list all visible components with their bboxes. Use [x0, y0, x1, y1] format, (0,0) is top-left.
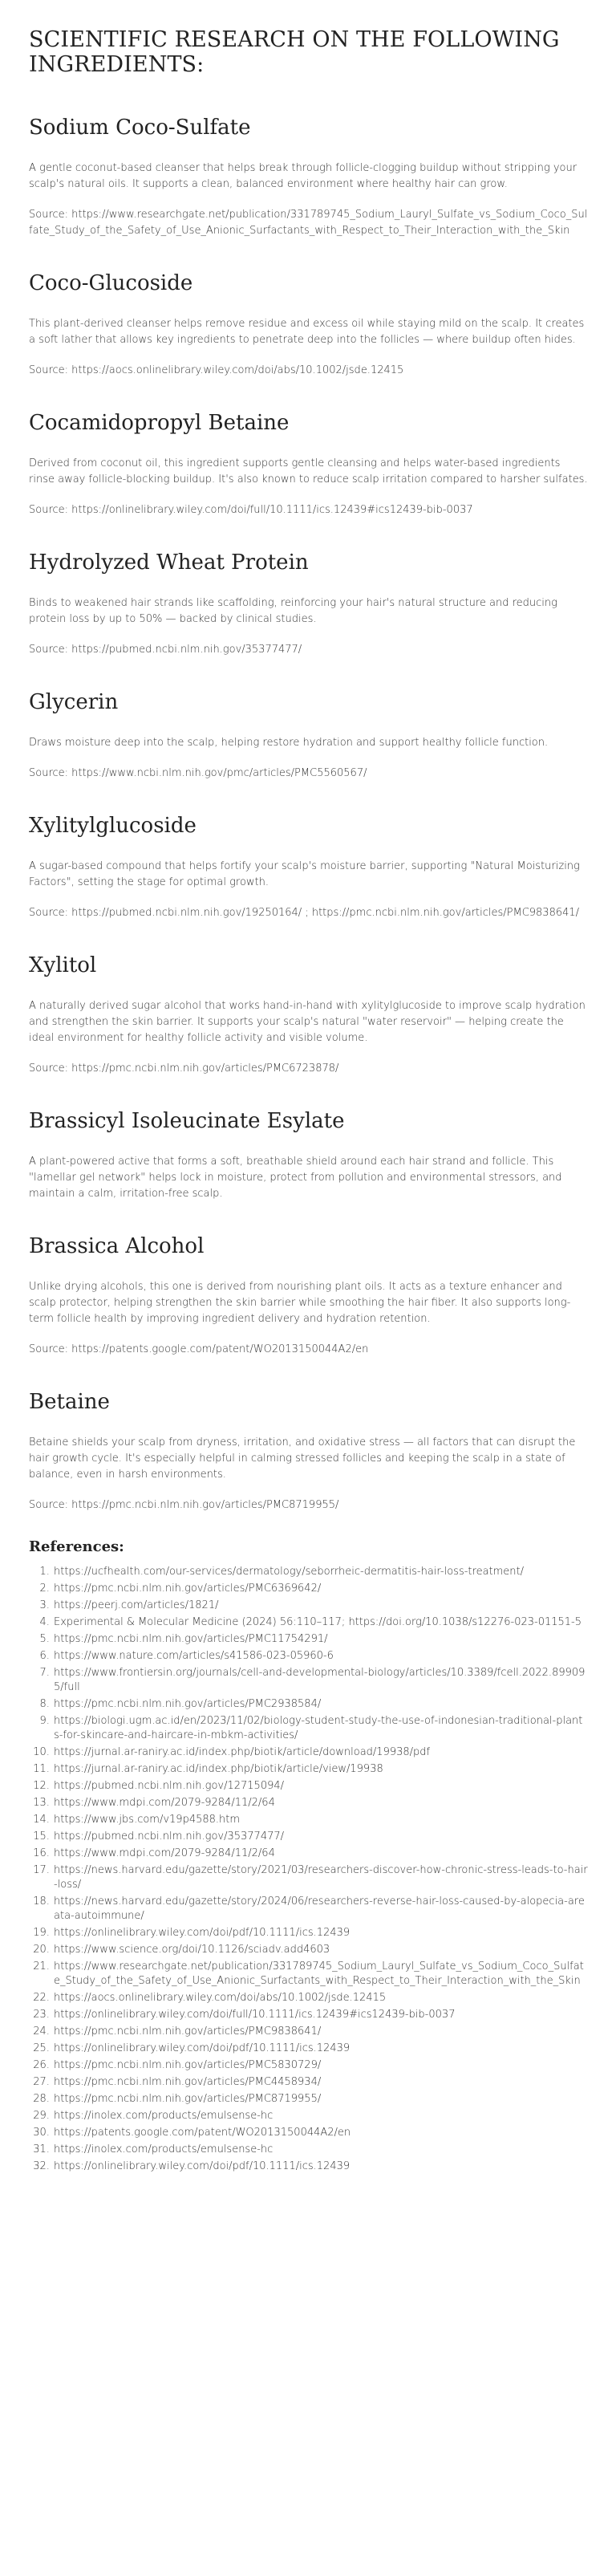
source-link[interactable]: https://aocs.onlinelibrary.wiley.com/doi/abs/10.1002/jsde.12415	[71, 364, 404, 376]
ingredient-source	[29, 766, 588, 782]
reference-item[interactable]: 26. https://pmc.ncbi.nlm.nih.gov/articles/PMC5830729/	[53, 2058, 588, 2073]
ingredient-name: Xylitylglucoside	[29, 814, 197, 838]
ingredient-description: Unlike drying alcohols, this one is derived from nourishing plant oils. It acts as a texture enhancer and scalp protector, helping strengthen the skin barrier while smoothing the hair fiber. It also supports long-term follicle health by improving ingredient delivery and hydration retention.	[29, 1281, 571, 1325]
ingredient-description: Betaine shields your scalp from dryness, irritation, and oxidative stress — all factors that can disrupt the hair growth cycle. It's especially helpful in calming stressed follicles and keeping the scalp in a state of balance, even in harsh environments.	[29, 1436, 576, 1481]
ingredient-description: This plant-derived cleanser helps remove residue and excess oil while staying mild on the scalp. It creates a soft lather that allows key ingredients to penetrate deep into the follicles — where buildup often hides.	[29, 318, 585, 346]
source-link[interactable]: https://pubmed.ncbi.nlm.nih.gov/35377477/	[71, 644, 302, 656]
reference-item[interactable]: 32. https://onlinelibrary.wiley.com/doi/pdf/10.1111/ics.12439	[53, 2160, 588, 2174]
source-link[interactable]: https://www.researchgate.net/publication/331789745_Sodium_Lauryl_Sulfate_vs_Sodium_Coco_Sulfate_Study_of_the_Safety_of_Use_Anionic_Surfactants_with_Respect_to_Their_Interaction_with_the_Skin	[29, 209, 588, 237]
reference-item[interactable]: 17. https://news.harvard.edu/gazette/story/2021/03/researchers-discover-how-chronic-stress-leads-to-hair-loss/	[53, 1863, 588, 1892]
reference-item[interactable]: 7. https://www.frontiersin.org/journals/cell-and-developmental-biology/articles/10.3389/fcell.2022.899095/full	[53, 1666, 588, 1695]
reference-item[interactable]: 29. https://inolex.com/products/emulsense-hc	[53, 2109, 588, 2123]
ingredient-source	[29, 1497, 588, 1514]
reference-item[interactable]: 20. https://www.science.org/doi/10.1126/sciadv.add4603	[53, 1943, 588, 1957]
ingredient-source	[29, 1061, 588, 1077]
source-label: Source:	[29, 364, 69, 376]
reference-item[interactable]: 4. Experimental & Molecular Medicine (2024) 56:110–117; https://doi.org/10.1038/s12276-023-01151-5	[53, 1615, 588, 1630]
ingredient-name: Brassicyl Isoleucinate Esylate	[29, 1109, 345, 1133]
reference-item[interactable]: 24. https://pmc.ncbi.nlm.nih.gov/articles/PMC9838641/	[53, 2025, 588, 2039]
reference-item[interactable]: 18. https://news.harvard.edu/gazette/story/2024/06/researchers-reverse-hair-loss-caused-by-alopecia-areata-autoimmune/	[53, 1895, 588, 1924]
ingredient-section	[29, 116, 588, 239]
reference-item[interactable]: 5. https://pmc.ncbi.nlm.nih.gov/articles/PMC11754291/	[53, 1632, 588, 1647]
ingredient-description: A gentle coconut-based cleanser that helps break through follicle-clogging buildup without stripping your scalp's natural oils. It supports a clean, balanced environment where healthy hair can grow.	[29, 162, 578, 190]
ingredients-list	[29, 116, 588, 1514]
ingredient-section	[29, 411, 588, 518]
source-label: Source:	[29, 644, 69, 656]
reference-item[interactable]: 9. https://biologi.ugm.ac.id/en/2023/11/02/biology-student-study-the-use-of-indonesian-traditional-plants-for-skincare-and-haircare-in-mbkm-activities/	[53, 1714, 588, 1743]
ingredient-description: Draws moisture deep into the scalp, helping restore hydration and support healthy follicle function.	[29, 737, 549, 749]
source-label: Source:	[29, 504, 69, 516]
reference-item[interactable]: 19. https://onlinelibrary.wiley.com/doi/pdf/10.1111/ics.12439	[53, 1926, 588, 1940]
reference-item[interactable]: 8. https://pmc.ncbi.nlm.nih.gov/articles/PMC2938584/	[53, 1697, 588, 1712]
reference-item[interactable]: 2. https://pmc.ncbi.nlm.nih.gov/articles/PMC6369642/	[53, 1582, 588, 1596]
reference-item[interactable]: 21. https://www.researchgate.net/publication/331789745_Sodium_Lauryl_Sulfate_vs_Sodium_Coco_Sulfate_Study_of_the_Safety_of_Use_Anionic_Surfactants_with_Respect_to_Their_Interaction_with_the_Skin	[53, 1960, 588, 1989]
reference-item[interactable]: 3. https://peerj.com/articles/1821/	[53, 1599, 588, 1613]
reference-item[interactable]: 11. https://jurnal.ar-raniry.ac.id/index.php/biotik/article/view/19938	[53, 1762, 588, 1777]
ingredient-name: Xylitol	[29, 953, 97, 977]
source-link[interactable]: https://www.ncbi.nlm.nih.gov/pmc/articles/PMC5560567/	[71, 767, 367, 779]
ingredient-description: Binds to weakened hair strands like scaffolding, reinforcing your hair's natural structure and reducing protein loss by up to 50% — backed by clinical studies.	[29, 597, 557, 625]
ingredient-section	[29, 690, 588, 782]
reference-item[interactable]: 15. https://pubmed.ncbi.nlm.nih.gov/35377477/	[53, 1830, 588, 1844]
ingredient-name: Sodium Coco-Sulfate	[29, 116, 251, 140]
ingredient-description: A plant-powered active that forms a soft, breathable shield around each hair strand and follicle. This "lamellar gel network" helps lock in moisture, protect from pollution and environmental stressors, and maintain a calm, irritation-free scalp.	[29, 1156, 562, 1200]
ingredient-source	[29, 502, 588, 518]
ingredient-description: Derived from coconut oil, this ingredient supports gentle cleansing and helps water-based ingredients rinse away follicle-blocking buildup. It's also known to reduce scalp irritation compared to harsher sulfates.	[29, 457, 588, 486]
source-label: Source:	[29, 209, 69, 221]
ingredient-description: A naturally derived sugar alcohol that works hand-in-hand with xylitylglucoside to improve scalp hydration and strengthen the skin barrier. It supports your scalp's natural "water reservoir" — helping create the ideal environment for healthy follicle activity and visible volume.	[29, 1000, 586, 1044]
references-list	[29, 1565, 588, 2174]
reference-item[interactable]: 28. https://pmc.ncbi.nlm.nih.gov/articles/PMC8719955/	[53, 2092, 588, 2107]
ingredient-description: A sugar-based compound that helps fortify your scalp's moisture barrier, supporting "Natural Moisturizing Factors", setting the stage for optimal growth.	[29, 860, 580, 888]
reference-item[interactable]: 16. https://www.mdpi.com/2079-9284/11/2/64	[53, 1847, 588, 1861]
reference-item[interactable]: 31. https://inolex.com/products/emulsense-hc	[53, 2143, 588, 2157]
reference-item[interactable]: 6. https://www.nature.com/articles/s41586-023-05960-6	[53, 1649, 588, 1664]
ingredient-section	[29, 953, 588, 1077]
reference-item[interactable]: 25. https://onlinelibrary.wiley.com/doi/pdf/10.1111/ics.12439	[53, 2042, 588, 2056]
reference-item[interactable]: 23. https://onlinelibrary.wiley.com/doi/full/10.1111/ics.12439#ics12439-bib-0037	[53, 2008, 588, 2022]
source-label: Source:	[29, 907, 69, 919]
ingredient-section	[29, 1390, 588, 1514]
source-link[interactable]: https://pmc.ncbi.nlm.nih.gov/articles/PMC8719955/	[71, 1499, 339, 1511]
reference-item[interactable]: 30. https://patents.google.com/patent/WO2013150044A2/en	[53, 2126, 588, 2140]
ingredient-name: Coco-Glucoside	[29, 271, 193, 295]
references-title: References:	[29, 1538, 124, 1555]
ingredient-section	[29, 551, 588, 658]
reference-item[interactable]: 1. https://ucfhealth.com/our-services/dermatology/seborrheic-dermatitis-hair-loss-treatment/	[53, 1565, 588, 1579]
ingredient-source	[29, 363, 588, 379]
ingredient-source	[29, 1342, 588, 1358]
ingredient-name: Cocamidopropyl Betaine	[29, 411, 290, 435]
source-label: Source:	[29, 767, 69, 779]
reference-item[interactable]: 10. https://jurnal.ar-raniry.ac.id/index.php/biotik/article/download/19938/pdf	[53, 1745, 588, 1760]
source-link[interactable]: https://pubmed.ncbi.nlm.nih.gov/19250164/ ; https://pmc.ncbi.nlm.nih.gov/articles/PMC9838641/	[71, 907, 580, 919]
reference-item[interactable]: 22. https://aocs.onlinelibrary.wiley.com/doi/abs/10.1002/jsde.12415	[53, 1991, 588, 2005]
reference-item[interactable]: 14. https://www.jbs.com/v19p4588.htm	[53, 1813, 588, 1827]
ingredient-name: Glycerin	[29, 690, 119, 714]
ingredient-source	[29, 905, 588, 921]
ingredient-name: Brassica Alcohol	[29, 1234, 205, 1258]
ingredient-source	[29, 207, 588, 239]
source-label: Source:	[29, 1062, 69, 1075]
ingredient-section	[29, 1109, 588, 1202]
reference-item[interactable]: 27. https://pmc.ncbi.nlm.nih.gov/articles/PMC4458934/	[53, 2075, 588, 2090]
source-link[interactable]: https://onlinelibrary.wiley.com/doi/full/10.1111/ics.12439#ics12439-bib-0037	[71, 504, 473, 516]
source-label: Source:	[29, 1343, 69, 1355]
ingredient-name: Betaine	[29, 1390, 110, 1414]
ingredient-section	[29, 814, 588, 921]
ingredient-section	[29, 1234, 588, 1358]
page-title: SCIENTIFIC RESEARCH ON THE FOLLOWING INGREDIENTS:	[29, 27, 560, 77]
ingredient-section	[29, 271, 588, 379]
ingredient-name: Hydrolyzed Wheat Protein	[29, 551, 309, 575]
ingredient-source	[29, 642, 588, 658]
source-link[interactable]: https://pmc.ncbi.nlm.nih.gov/articles/PMC6723878/	[71, 1062, 339, 1075]
reference-item[interactable]: 13. https://www.mdpi.com/2079-9284/11/2/64	[53, 1796, 588, 1810]
source-label: Source:	[29, 1499, 69, 1511]
source-link[interactable]: https://patents.google.com/patent/WO2013150044A2/en	[71, 1343, 369, 1355]
reference-item[interactable]: 12. https://pubmed.ncbi.nlm.nih.gov/12715094/	[53, 1779, 588, 1794]
